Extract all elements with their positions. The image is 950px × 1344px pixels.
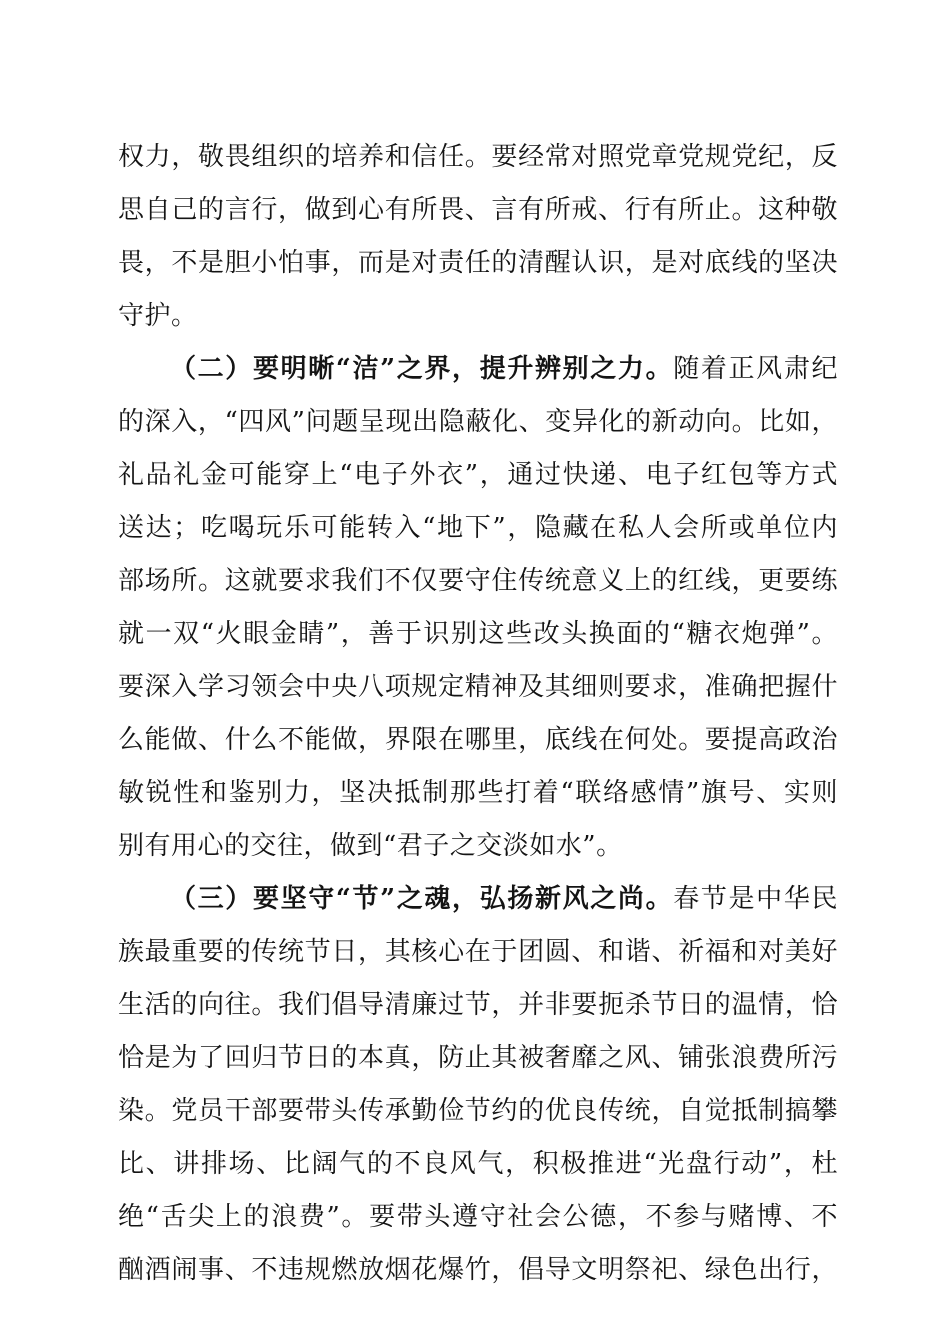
text-line: 权力，敬畏组织的培养和信任。要经常对照党章党规党纪，反 bbox=[118, 142, 838, 172]
section-heading: （三）要坚守“节”之魂，弘扬新风之尚。 bbox=[170, 884, 674, 914]
text-line: 要深入学习领会中央八项规定精神及其细则要求，准确把握什 bbox=[118, 672, 838, 702]
text-line: 敏锐性和鉴别力，坚决抵制那些打着“联络感情”旗号、实则 bbox=[118, 778, 838, 808]
paragraph-first-line bbox=[170, 882, 838, 916]
text-line: 别有用心的交往，做到“君子之交淡如水”。 bbox=[118, 831, 623, 861]
text-line: 就一双“火眼金睛”，善于识别这些改头换面的“糖衣炮弹”。 bbox=[118, 619, 838, 649]
text-line: 酗酒闹事、不违规燃放烟花爆竹，倡导文明祭祀、绿色出行， bbox=[118, 1255, 838, 1285]
text-line: 恰是为了回归节日的本真，防止其被奢靡之风、铺张浪费所污 bbox=[118, 1043, 838, 1073]
text-line: 思自己的言行，做到心有所畏、言有所戒、行有所止。这种敬 bbox=[118, 195, 838, 225]
text-fragment: 春节是中华民 bbox=[673, 884, 838, 914]
paragraph-first-line bbox=[170, 352, 838, 386]
text-fragment: 随着正风肃纪 bbox=[673, 354, 838, 384]
text-line: 守护。 bbox=[118, 301, 198, 331]
text-line: 族最重要的传统节日，其核心在于团圆、和谐、祈福和对美好 bbox=[118, 937, 838, 967]
text-line: 部场所。这就要求我们不仅要守住传统意义上的红线，更要练 bbox=[118, 566, 838, 596]
text-line: 畏，不是胆小怕事，而是对责任的清醒认识，是对底线的坚决 bbox=[118, 248, 838, 278]
text-line: 么能做、什么不能做，界限在哪里，底线在何处。要提高政治 bbox=[118, 725, 838, 755]
text-line: 染。党员干部要带头传承勤俭节约的优良传统，自觉抵制搞攀 bbox=[118, 1096, 838, 1126]
text-line: 的深入，“四风”问题呈现出隐蔽化、变异化的新动向。比如， bbox=[118, 407, 838, 437]
text-line: 生活的向往。我们倡导清廉过节，并非要扼杀节日的温情，恰 bbox=[118, 990, 838, 1020]
section-heading: （二）要明晰“洁”之界，提升辨别之力。 bbox=[170, 354, 674, 384]
text-line: 绝“舌尖上的浪费”。要带头遵守社会公德，不参与赌博、不 bbox=[118, 1202, 838, 1232]
text-line: 送达；吃喝玩乐可能转入“地下”，隐藏在私人会所或单位内 bbox=[118, 513, 838, 543]
text-line: 比、讲排场、比阔气的不良风气，积极推进“光盘行动”，杜 bbox=[118, 1149, 838, 1179]
text-line: 礼品礼金可能穿上“电子外衣”，通过快递、电子红包等方式 bbox=[118, 460, 838, 490]
